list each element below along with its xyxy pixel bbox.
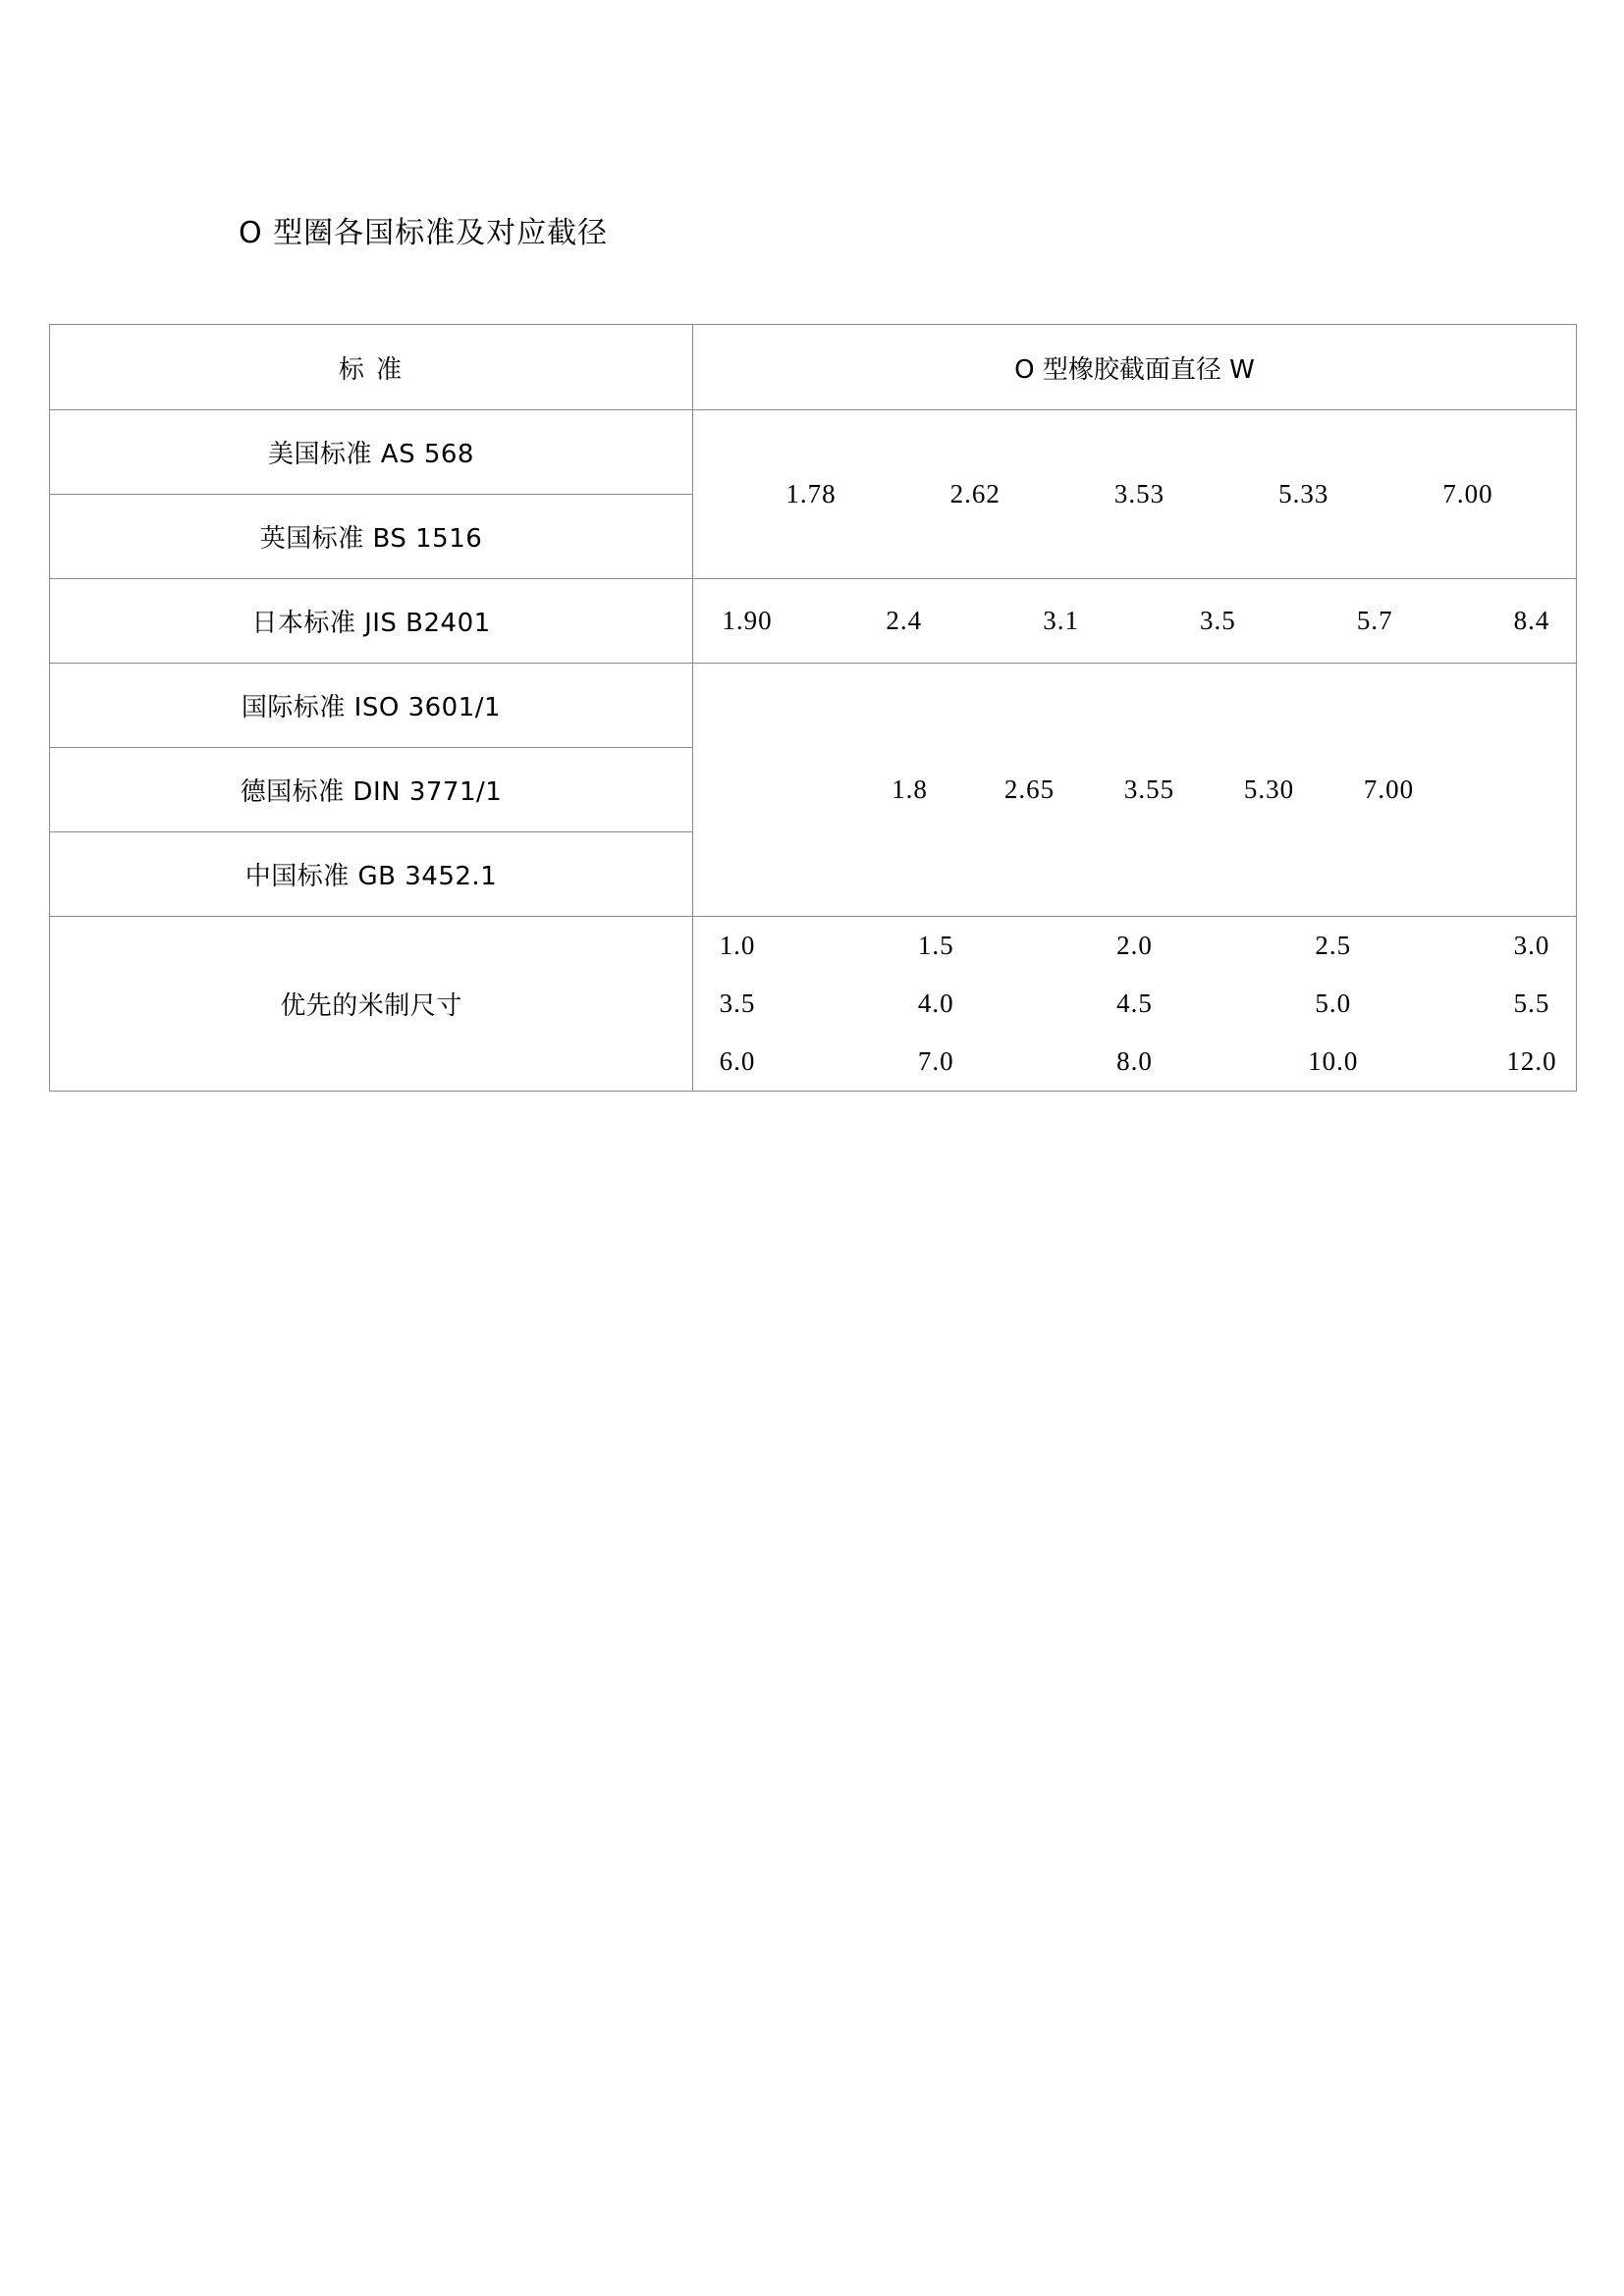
- value-jis-1: 2.4: [886, 606, 923, 635]
- value-pref2-1: 4.0: [917, 988, 954, 1018]
- table-row: [50, 917, 1577, 1092]
- table-row: [50, 664, 1577, 748]
- header-standard-label: 标 准: [338, 354, 405, 385]
- value-iso-3: 5.30: [1243, 774, 1295, 804]
- value-iso-1: 2.65: [1003, 774, 1056, 804]
- standard-gb-cell: [50, 832, 693, 917]
- table-row: [50, 410, 1577, 495]
- value-jis-5: 8.4: [1513, 606, 1550, 635]
- value-jis-0: 1.90: [722, 606, 773, 635]
- value-as-1: 2.62: [949, 479, 1001, 508]
- standard-iso-label: 国际标准 ISO 3601/1: [241, 693, 502, 722]
- preferred-row-1: [693, 917, 1576, 975]
- values-preferred-cell: [693, 917, 1577, 1092]
- standard-bs1516-cell: [50, 495, 693, 579]
- table-row: [50, 579, 1577, 664]
- value-pref2-0: 3.5: [719, 988, 756, 1018]
- standard-as568-label: 美国标准 AS 568: [268, 440, 474, 469]
- standard-preferred-cell: [50, 917, 693, 1092]
- value-pref2-2: 4.5: [1116, 988, 1153, 1018]
- value-pref2-4: 5.5: [1513, 988, 1550, 1018]
- standard-gb-label: 中国标准 GB 3452.1: [244, 862, 498, 891]
- preferred-row-2: [693, 975, 1576, 1033]
- value-pref1-2: 2.0: [1116, 931, 1153, 960]
- standard-jis-cell: [50, 579, 693, 664]
- value-iso-4: 7.00: [1363, 774, 1415, 804]
- table-header-row: [50, 325, 1577, 410]
- value-pref1-0: 1.0: [719, 931, 756, 960]
- values-iso-din-gb-cell: [693, 664, 1577, 917]
- value-pref3-3: 10.0: [1308, 1046, 1359, 1076]
- standard-bs1516-label: 英国标准 BS 1516: [259, 524, 483, 554]
- value-pref3-1: 7.0: [917, 1046, 954, 1076]
- value-as-3: 5.33: [1278, 479, 1329, 508]
- value-pref3-4: 12.0: [1506, 1046, 1557, 1076]
- value-as-2: 3.53: [1113, 479, 1165, 508]
- values-jis-cell: [693, 579, 1577, 664]
- header-diameter-cell: [693, 325, 1577, 410]
- standard-as568-cell: [50, 410, 693, 495]
- value-pref2-3: 5.0: [1315, 988, 1352, 1018]
- value-as-0: 1.78: [785, 479, 837, 508]
- value-pref3-0: 6.0: [719, 1046, 756, 1076]
- header-standard-cell: [50, 325, 693, 410]
- value-pref3-2: 8.0: [1116, 1046, 1153, 1076]
- value-pref1-4: 3.0: [1513, 931, 1550, 960]
- oring-standards-table: [49, 324, 1577, 1092]
- standard-din-label: 德国标准 DIN 3771/1: [240, 777, 503, 807]
- value-iso-0: 1.8: [892, 774, 928, 804]
- preferred-row-3: [693, 1033, 1576, 1091]
- standard-jis-label: 日本标准 JIS B2401: [251, 609, 491, 638]
- header-diameter-label: O 型橡胶截面直径 W: [1014, 354, 1255, 385]
- value-jis-2: 3.1: [1043, 606, 1079, 635]
- value-as-4: 7.00: [1442, 479, 1493, 508]
- standard-din-cell: [50, 748, 693, 832]
- value-pref1-3: 2.5: [1315, 931, 1352, 960]
- standard-iso-cell: [50, 664, 693, 748]
- oring-standards-table-wrapper: [49, 324, 1576, 1092]
- value-iso-2: 3.55: [1123, 774, 1175, 804]
- value-jis-3: 3.5: [1200, 606, 1236, 635]
- value-pref1-1: 1.5: [917, 931, 954, 960]
- standard-preferred-label: 优先的米制尺寸: [280, 991, 462, 1021]
- page-title: O 型圈各国标准及对应截径: [239, 216, 609, 250]
- value-jis-4: 5.7: [1356, 606, 1393, 635]
- values-as-bs-cell: [693, 410, 1577, 579]
